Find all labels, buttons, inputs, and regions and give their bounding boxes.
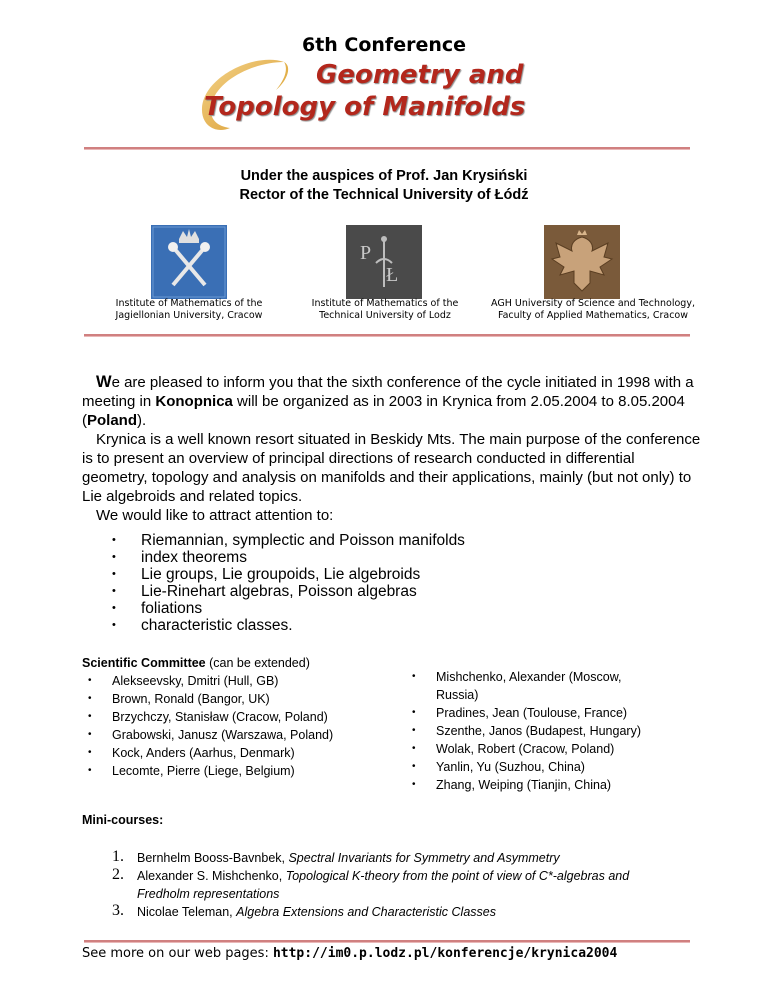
list-item: • Pradines, Jean (Toulouse, France) [406, 704, 666, 722]
auspices-line2: Rector of the Technical University of Łódź [239, 187, 529, 203]
svg-text:Ł: Ł [386, 264, 399, 286]
divider [84, 334, 690, 337]
auspices-line1: Under the auspices of Prof. Jan Krysiński [240, 168, 528, 184]
website-link[interactable]: http://im0.p.lodz.pl/konferencje/krynica2004 [272, 946, 618, 961]
list-item: • Szenthe, Janos (Budapest, Hungary) [406, 722, 666, 740]
logo-title-line1: Geometry and [316, 60, 524, 90]
logo-title-line2: Topology of Manifolds [204, 92, 526, 122]
list-item: • Zhang, Weiping (Tianjin, China) [406, 776, 666, 794]
list-item: 2. Alexander S. Mishchenko, Topological K-theory from the point of view of C*-algebras and Fredholm representations [112, 866, 630, 901]
list-item: • Lie-Rinehart algebras, Poisson algebras [112, 583, 672, 600]
topics-list [112, 532, 672, 634]
divider [84, 940, 690, 943]
place-konopnica: Konopnica [155, 393, 233, 410]
conference-number: 6th Conference [301, 34, 467, 56]
list-item: • Alekseevsky, Dmitri (Hull, GB) [82, 672, 382, 690]
list-item: • Lecomte, Pierre (Liege, Belgium) [82, 762, 382, 780]
lodz-university-logo-icon [346, 225, 422, 299]
description-paragraph: Krynica is a well known resort situated in Beskidy Mts. The main purpose of the conference is to present an overview of principal directions of research conducted in differential geometry, topology and analysis on manifolds and their applications, mainly (but not only) to Lie algebroids and related topics. [82, 431, 701, 505]
attention-paragraph: We would like to attract attention to: [96, 507, 334, 524]
minicourses-heading: Mini-courses: [82, 813, 164, 827]
list-item: • index theorems [112, 549, 672, 566]
institution-caption: AGH University of Science and Technology, Faculty of Applied Mathematics, Cracow [491, 298, 695, 321]
institution-caption: Institute of Mathematics of the Technical University of Lodz [311, 298, 459, 321]
committee-heading: Scientific Committee (can be extended) [82, 656, 310, 670]
list-item: • Riemannian, symplectic and Poisson manifolds [112, 532, 672, 549]
list-item: • Mishchenko, Alexander (Moscow, Russia) [406, 668, 666, 704]
list-item: • characteristic classes. [112, 617, 672, 634]
list-item: • Yanlin, Yu (Suzhou, China) [406, 758, 666, 776]
agh-eagle-emblem-icon [544, 225, 620, 299]
minicourses-list [112, 849, 672, 921]
committee-right [406, 668, 666, 794]
intro-paragraph: We are pleased to inform you that the sixth conference of the cycle initiated in 1998 with a meeting in Konopnica will be organized as in 2003 in Krynica from 2.05.2004 to 8.05.2004 (Poland). [82, 373, 694, 429]
list-item: • Kock, Anders (Aarhus, Denmark) [82, 744, 382, 762]
jagiellonian-crest-icon [151, 225, 227, 299]
list-item: 3. Nicolae Teleman, Algebra Extensions and Characteristic Classes [112, 902, 496, 919]
divider [84, 147, 690, 150]
list-item: • Grabowski, Janusz (Warszawa, Poland) [82, 726, 382, 744]
footer: See more on our web pages: http://im0.p.lodz.pl/konferencje/krynica2004 [82, 946, 618, 961]
list-item: • Lie groups, Lie groupoids, Lie algebroids [112, 566, 672, 583]
country-poland: Poland [87, 412, 138, 429]
list-item: • Brown, Ronald (Bangor, UK) [82, 690, 382, 708]
list-item: • foliations [112, 600, 672, 617]
list-item: • Brzychczy, Stanisław (Cracow, Poland) [82, 708, 382, 726]
svg-text:P: P [360, 242, 372, 264]
institution-caption: Institute of Mathematics of the Jagiellonian University, Cracow [115, 298, 263, 321]
list-item: 1. Bernhelm Booss-Bavnbek, Spectral Invariants for Symmetry and Asymmetry [112, 848, 560, 865]
list-item: • Wolak, Robert (Cracow, Poland) [406, 740, 666, 758]
committee-left [82, 654, 382, 780]
